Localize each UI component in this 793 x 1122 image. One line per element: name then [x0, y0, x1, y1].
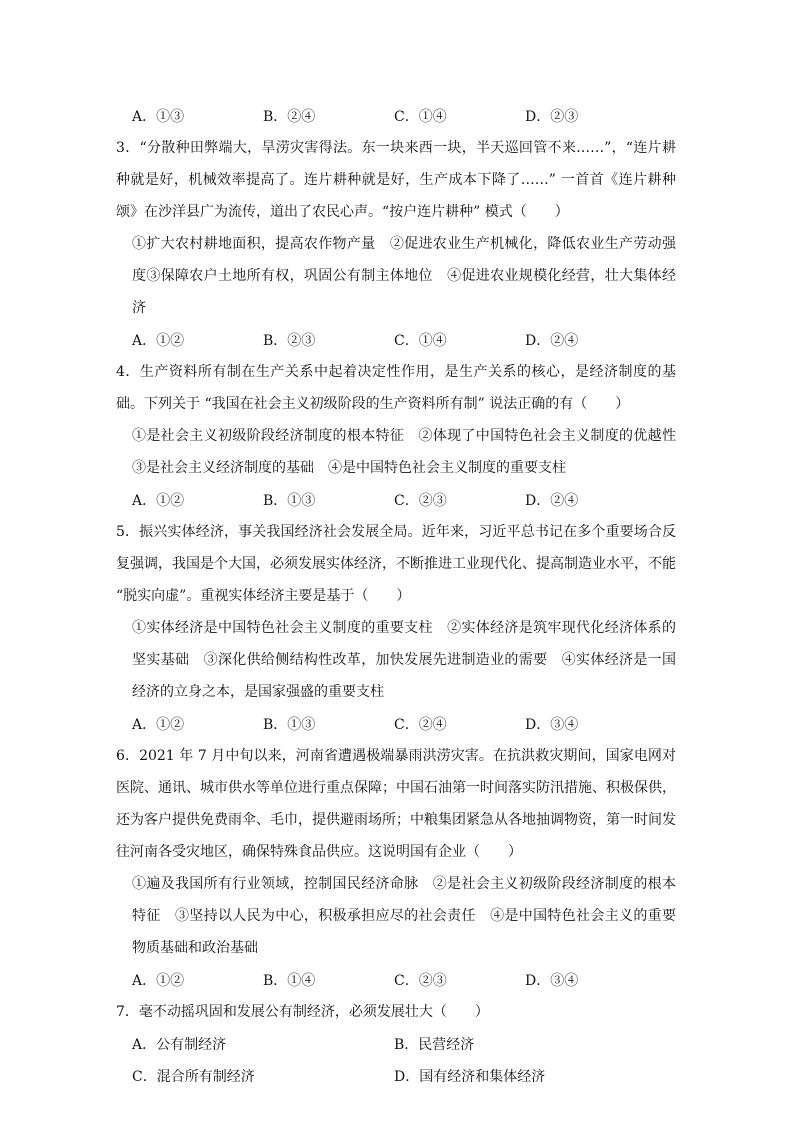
- option-d: D．③④: [525, 717, 579, 733]
- question-3-stem: 3．“分散种田弊端大，旱涝灾害得法。东一块来西一块，半天巡回管不来……”，“连片耕种就是好，机械效率提高了。连片耕种就是好，生产成本下降了……” 一首首《连片耕种颂》在沙洋县广为流传，道出了农民心声。“按户连片耕种” 模式（ ）: [116, 140, 676, 220]
- question-7-options-row-1: [116, 1028, 676, 1060]
- option-a: A．①③: [132, 109, 185, 125]
- option-c: C．混合所有制经济: [132, 1069, 255, 1085]
- option-b: B．①④: [263, 973, 316, 989]
- option-c: C．①④: [394, 333, 447, 349]
- option-a: A．①②: [132, 717, 185, 733]
- question-4-stem: 4．生产资料所有制在生产关系中起着决定性作用，是生产关系的核心，是经济制度的基础。下列关于 “我国在社会主义初级阶段的生产资料所有制” 说法正确的有（ ）: [116, 364, 676, 412]
- question-5-statements: [116, 612, 676, 708]
- option-d: D．③④: [525, 973, 579, 989]
- question-6-statements: [116, 868, 676, 964]
- option-b: B．民营经济: [394, 1037, 475, 1053]
- option-d: D．②③: [525, 109, 579, 125]
- question-7-options-row-2: [116, 1060, 676, 1092]
- question-4-options: [116, 484, 676, 516]
- question-5-stem: 5．振兴实体经济，事关我国经济社会发展全局。近年来，习近平总书记在多个重要场合反复强调，我国是个大国，必须发展实体经济，不断推进工业现代化、提高制造业水平，不能 “脱实向虚”。重视实体经济主要是基于（ ）: [116, 524, 676, 604]
- option-d: D．②④: [525, 333, 579, 349]
- question-3-statements: [116, 228, 676, 324]
- exam-content: [116, 100, 676, 1092]
- option-b: B．②④: [263, 109, 316, 125]
- option-c: C．②③: [394, 973, 447, 989]
- option-b: B．②③: [263, 333, 316, 349]
- option-a: A．①②: [132, 333, 185, 349]
- option-c: C．②④: [394, 717, 447, 733]
- option-c: C．①④: [394, 109, 447, 125]
- question-5-options: [116, 708, 676, 740]
- statements-text: ①遍及我国所有行业领域，控制国民经济命脉 ②是社会主义初级阶段经济制度的根本特征 ③坚持以人民为中心，积极承担应尽的社会责任 ④是中国特色社会主义的重要物质基础和政治基础: [132, 876, 676, 956]
- statements-text: ①扩大农村耕地面积，提高农作物产量 ②促进农业生产机械化，降低农业生产劳动强度③保障农户土地所有权，巩固公有制主体地位 ④促进农业规模化经营，壮大集体经济: [132, 236, 676, 316]
- question-2-options: [116, 100, 676, 132]
- option-d: D．国有经济和集体经济: [394, 1069, 546, 1085]
- option-b: B．①③: [263, 717, 316, 733]
- statements-text: ①是社会主义初级阶段经济制度的根本特征 ②体现了中国特色社会主义制度的优越性③是社会主义经济制度的基础 ④是中国特色社会主义制度的重要支柱: [132, 428, 676, 476]
- option-b: B．①③: [263, 493, 316, 509]
- question-3-options: [116, 324, 676, 356]
- question-4-statements: [116, 420, 676, 484]
- option-a: A．公有制经济: [132, 1037, 227, 1053]
- option-a: A．①②: [132, 493, 185, 509]
- option-a: A．①②: [132, 973, 185, 989]
- question-7-stem: 7．毫不动摇巩固和发展公有制经济，必须发展壮大（ ）: [116, 1004, 489, 1020]
- statements-text: ①实体经济是中国特色社会主义制度的重要支柱 ②实体经济是筑牢现代化经济体系的坚实基础 ③深化供给侧结构性改革，加快发展先进制造业的需要 ④实体经济是一国经济的立身之本，是国家强盛的重要支柱: [132, 620, 676, 700]
- question-6-stem: 6．2021 年 7 月中旬以来，河南省遭遇极端暴雨洪涝灾害。在抗洪救灾期间，国家电网对医院、通讯、城市供水等单位进行重点保障；中国石油第一时间落实防汛措施、积极保供，还为客户提供免费雨伞、毛巾，提供避雨场所；中粮集团紧急从各地抽调物资，第一时间发往河南各受灾地区，确保特殊食品供应。这说明国有企业（ ）: [116, 748, 676, 860]
- option-c: C．②③: [394, 493, 447, 509]
- option-d: D．②④: [525, 493, 579, 509]
- question-6-options: [116, 964, 676, 996]
